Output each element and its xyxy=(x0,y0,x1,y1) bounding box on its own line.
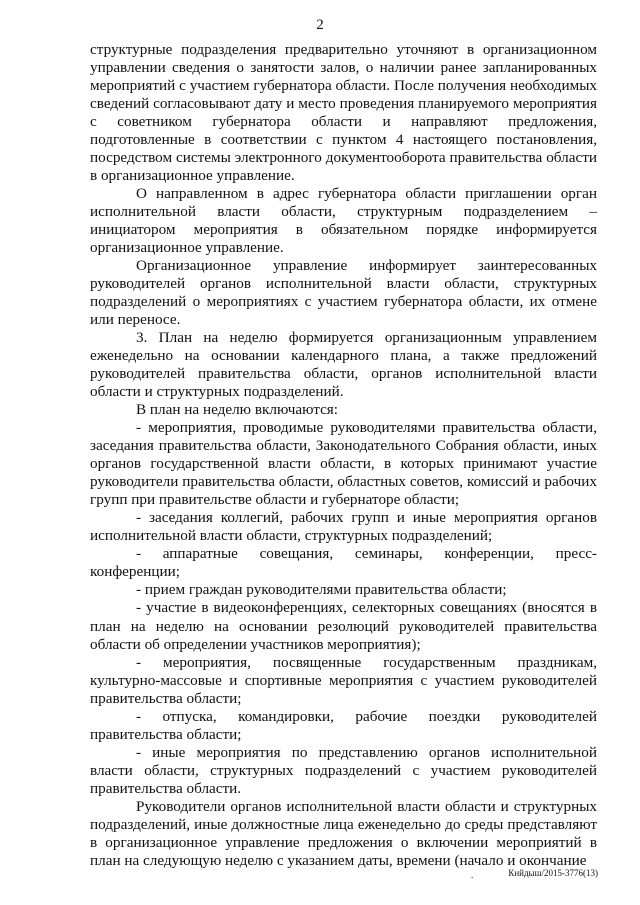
list-item: - мероприятия, проводимые руководителями правительства области, заседания правительства области, Законодательного Собрания области, иных органов государственной власти области, в которых принимают участие руководители правительства области, областных советов, комиссий и рабочих групп при правительстве области и губернаторе области; xyxy=(90,419,597,509)
list-item: - аппаратные совещания, семинары, конференции, пресс-конференции; xyxy=(90,545,597,581)
footer-dot: . xyxy=(471,870,474,880)
list-item: - заседания коллегий, рабочих групп и иные мероприятия органов исполнительной власти области, структурных подразделений; xyxy=(90,509,597,545)
page-number: 2 xyxy=(316,17,324,33)
list-item: - иные мероприятия по представлению органов исполнительной власти области, структурных подразделений с участием руководителей правительства области. xyxy=(90,743,597,797)
list-item: - прием граждан руководителями правительства области; xyxy=(136,581,507,599)
paragraph: структурные подразделения предварительно уточняют в организационном управлении сведения о занятости залов, о наличии ранее запланированных мероприятий с участием губернатора области. После получения необходимых сведений согласовывают дату и место проведения планируемого мероприятия с советником губернатора области и направляют предложения, подготовленные в соответствии с пунктом 4 настоящего постановления, посредством системы электронного документооборота правительства области в организационное управление. xyxy=(90,41,597,185)
paragraph: В план на неделю включаются: xyxy=(136,401,339,419)
list-item: - мероприятия, посвященные государственным праздникам, культурно-массовые и спортивные мероприятия с участием руководителей правительства области; xyxy=(90,653,597,707)
paragraph: О направленном в адрес губернатора области приглашении орган исполнительной власти области, структурным подразделением – инициатором мероприятия в обязательном порядке информируется организационное управление. xyxy=(90,185,597,257)
paragraph: Руководители органов исполнительной власти области и структурных подразделений, иные должностные лица еженедельно до среды представляют в организационное управление предложения о включении мероприятий в план на следующую неделю с указанием даты, времени (начало и окончание xyxy=(90,797,597,869)
document-code: Кнйдыш/2015-3776(13) xyxy=(508,868,598,878)
paragraph: Организационное управление информирует заинтересованных руководителей органов исполнительной власти области, структурных подразделений о мероприятиях с участием губернатора области, их отмене или переносе. xyxy=(90,257,597,329)
list-item: - участие в видеоконференциях, селекторных совещаниях (вносятся в план на неделю на основании резолюций руководителей правительства области об определении участников мероприятия); xyxy=(90,599,597,653)
list-item: - отпуска, командировки, рабочие поездки руководителей правительства области; xyxy=(90,707,597,743)
document-body xyxy=(90,41,597,870)
paragraph: 3. План на неделю формируется организационным управлением еженедельно на основании календарного плана, а также предложений руководителей правительства области, органов исполнительной власти области и структурных подразделений. xyxy=(90,329,597,401)
